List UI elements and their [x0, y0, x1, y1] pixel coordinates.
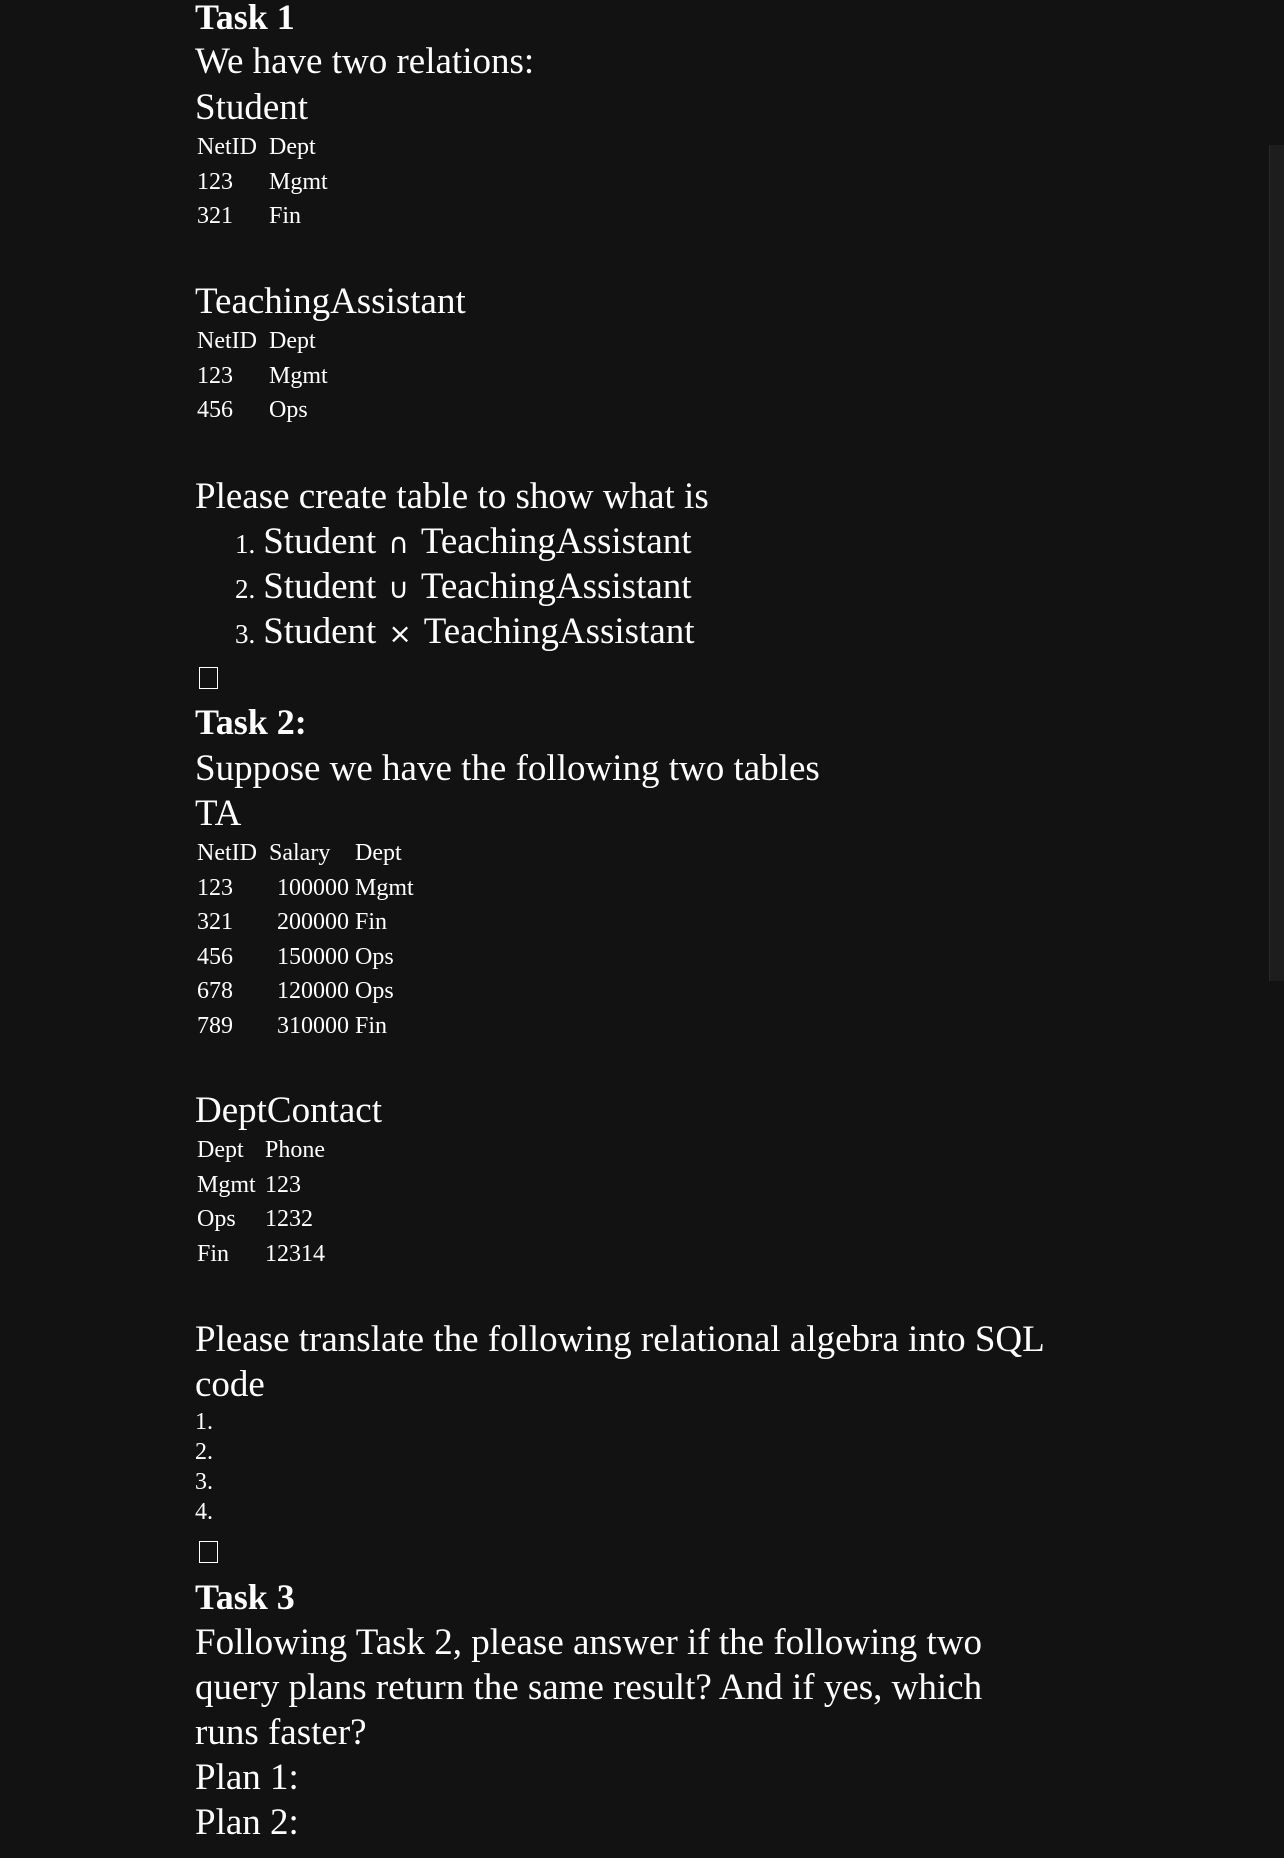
- operation-item: [235, 519, 692, 567]
- table-row: [195, 1237, 327, 1272]
- table-cell: Fin: [355, 909, 388, 935]
- operation-item: [235, 609, 695, 657]
- checkbox[interactable]: [199, 667, 218, 689]
- list-item: 2.: [195, 1439, 213, 1465]
- table-row: [195, 974, 416, 1009]
- table-cell: 12314: [265, 1240, 325, 1267]
- column-header: Salary: [269, 840, 331, 866]
- task2-prompt-line1: Please translate the following relational algebra into SQL: [195, 1319, 1045, 1360]
- table-cell: Ops: [355, 943, 394, 970]
- table-cell: Ops: [355, 978, 394, 1004]
- table-cell: Fin: [269, 203, 302, 229]
- student-table: [195, 130, 330, 234]
- table-cell: Ops: [269, 397, 308, 423]
- operand-left: Student: [263, 521, 377, 562]
- table-row: [195, 1202, 327, 1237]
- table-cell: Mgmt: [269, 168, 328, 195]
- table-header-row: [195, 1133, 327, 1168]
- table-cell: 100000: [277, 874, 349, 901]
- ta-relation-title: TeachingAssistant: [195, 281, 466, 322]
- task3-line1: Following Task 2, please answer if the following two: [195, 1622, 982, 1663]
- sql-answer-list: [195, 1407, 213, 1527]
- column-header: NetID: [197, 328, 257, 354]
- teaching-assistant-table: [195, 324, 330, 428]
- plan2-label: Plan 2:: [195, 1802, 299, 1843]
- table-cell: Mgmt: [197, 1171, 256, 1198]
- task2-prompt-line2: code: [195, 1364, 265, 1405]
- intersection-symbol: ∩: [388, 527, 409, 560]
- table-cell: Fin: [197, 1240, 230, 1267]
- table-cell: 310000: [277, 1012, 349, 1039]
- table-cell: 456: [197, 943, 233, 970]
- checkbox[interactable]: [199, 1541, 218, 1563]
- table-cell: 123: [197, 362, 233, 389]
- task3-heading: Task 3: [195, 1577, 295, 1617]
- table-cell: 321: [197, 203, 233, 229]
- table-row: [195, 199, 330, 234]
- operand-left: Student: [263, 611, 377, 652]
- table-cell: 123: [197, 168, 233, 195]
- column-header: Dept: [269, 134, 316, 160]
- list-item: 1.: [195, 1409, 213, 1435]
- vertical-scrollbar[interactable]: [1269, 145, 1284, 981]
- table-cell: 456: [197, 397, 233, 423]
- task2-intro: Suppose we have the following two tables: [195, 748, 820, 789]
- student-table-title: Student: [195, 87, 309, 128]
- list-item: 3.: [195, 1469, 213, 1495]
- table-cell: 678: [197, 978, 233, 1004]
- column-header: Dept: [355, 840, 402, 866]
- table-header-row: [195, 324, 330, 359]
- column-header: NetID: [197, 134, 257, 160]
- column-header: NetID: [197, 840, 257, 866]
- table-cell: 321: [197, 909, 233, 935]
- task2-heading: Task 2:: [195, 702, 307, 742]
- table-header-row: [195, 130, 330, 165]
- operand-right: TeachingAssistant: [420, 566, 692, 607]
- operand-right: TeachingAssistant: [420, 521, 692, 562]
- table-cell: Fin: [355, 1012, 388, 1039]
- table-row: [195, 1168, 327, 1203]
- table-cell: 120000: [277, 978, 349, 1004]
- deptcontact-table: [195, 1133, 327, 1271]
- task1-prompt: Please create table to show what is: [195, 476, 709, 517]
- table-cell: 789: [197, 1012, 233, 1039]
- deptcontact-table-title: DeptContact: [195, 1090, 383, 1131]
- table-cell: 150000: [277, 943, 349, 970]
- table-row: [195, 940, 416, 975]
- task1-heading: Task 1: [195, 0, 295, 37]
- operand-left: Student: [263, 566, 377, 607]
- column-header: Phone: [265, 1137, 325, 1163]
- task3-line3: runs faster?: [195, 1712, 367, 1753]
- column-header: Dept: [197, 1137, 244, 1163]
- table-header-row: [195, 836, 416, 871]
- table-cell: 200000: [277, 909, 349, 935]
- cross-product-symbol: ×: [388, 617, 412, 650]
- table-row: [195, 165, 330, 200]
- task3-line2: query plans return the same result? And if yes, which: [195, 1667, 983, 1708]
- table-cell: Ops: [197, 1206, 236, 1232]
- column-header: Dept: [269, 328, 316, 354]
- table-cell: 123: [265, 1171, 301, 1198]
- list-number: 2.: [235, 574, 256, 604]
- list-number: 3.: [235, 619, 256, 649]
- table-cell: 123: [197, 874, 233, 901]
- ta-table: [195, 836, 416, 1043]
- union-symbol: ∪: [388, 572, 409, 605]
- operand-right: TeachingAssistant: [423, 611, 695, 652]
- table-row: [195, 1009, 416, 1044]
- operation-item: [235, 564, 692, 612]
- plan1-label: Plan 1:: [195, 1757, 299, 1798]
- table-cell: Mgmt: [269, 362, 328, 389]
- ta-table-title: TA: [195, 793, 242, 834]
- table-cell: 1232: [265, 1206, 313, 1232]
- task1-intro: We have two relations:: [195, 41, 535, 82]
- table-row: [195, 359, 330, 394]
- table-row: [195, 905, 416, 940]
- table-row: [195, 393, 330, 428]
- list-item: 4.: [195, 1499, 213, 1525]
- table-cell: Mgmt: [355, 874, 414, 901]
- list-number: 1.: [235, 529, 256, 559]
- table-row: [195, 871, 416, 906]
